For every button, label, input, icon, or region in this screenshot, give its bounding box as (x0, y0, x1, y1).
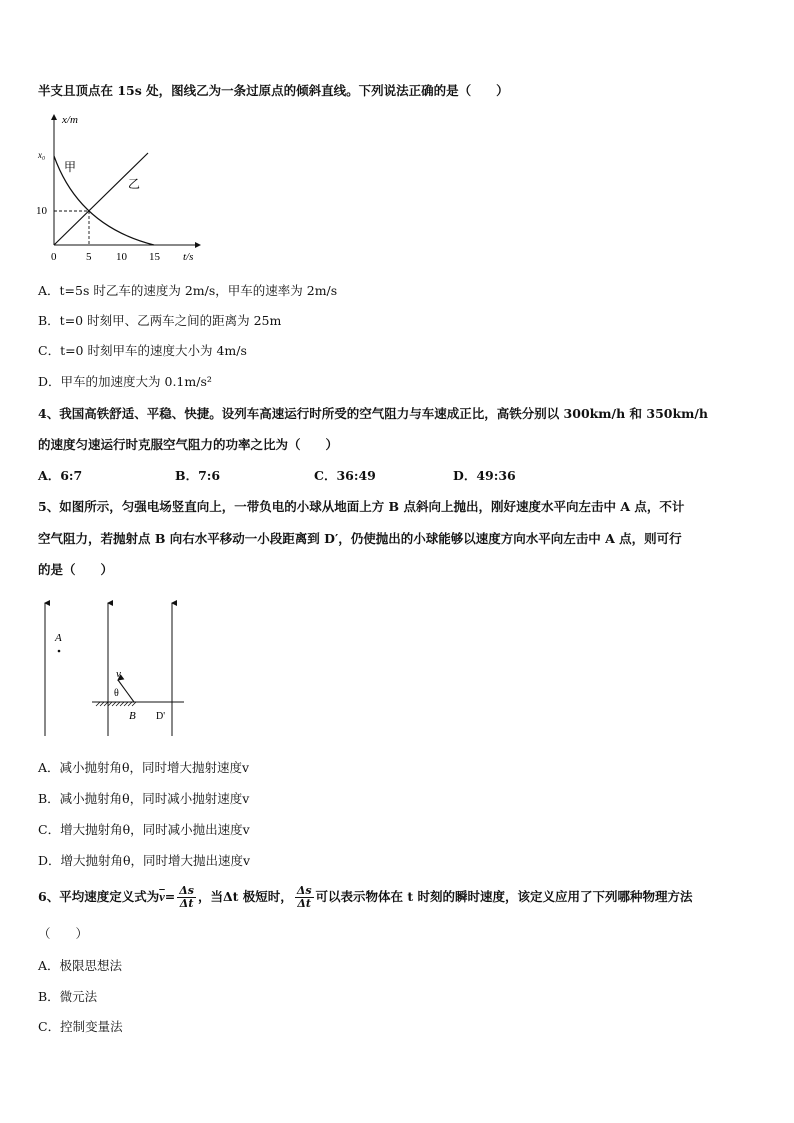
q6-option-c: C．控制变量法 (38, 1019, 123, 1034)
x0-label: x₀ (38, 150, 46, 160)
q5-field-figure (34, 598, 194, 740)
x-tick-5: 5 (86, 251, 92, 263)
fraction-ds-dt: $\frac{\Delta s}{\Delta t}$ (179, 884, 194, 910)
q5-option-d: D．增大抛射角θ，同时增大抛出速度v (38, 853, 251, 868)
q4-option-d: D．49:36 (453, 468, 516, 483)
velocity-arrow (118, 680, 134, 702)
q3-option-a: A．t=5s 时乙车的速度为 2m/s，甲车的速率为 2m/s (38, 283, 338, 298)
q5-stem-line1: 5、如图所示，匀强电场竖直向上，一带负电的小球从地面上方 B 点斜向上抛出，刚好速度水平向左击中 A 点，不计 (38, 499, 685, 514)
y-axis-label: x/m (62, 114, 78, 126)
y-tick-10: 10 (36, 205, 47, 217)
label-A: A (55, 632, 62, 644)
x-tick-10: 10 (116, 251, 127, 263)
q3-xt-graph (30, 110, 205, 270)
q6-option-a: A．极限思想法 (38, 958, 123, 973)
q3-option-d: D．甲车的加速度大为 0.1m/s² (38, 374, 212, 389)
ground-hatch (96, 702, 136, 706)
vbar: $\overline{v}$ (159, 890, 165, 904)
x-axis-label: t/s (183, 251, 194, 263)
q3-option-c: C．t=0 时刻甲车的速度大小为 4m/s (38, 343, 247, 358)
q3-option-b: B．t=0 时刻甲、乙两车之间的距离为 25m (38, 313, 282, 328)
q5-stem-line2: 空气阻力，若抛射点 B 向右水平移动一小段距离到 D′，仍使抛出的小球能够以速度方向水平向左击中 A 点，则可行 (38, 531, 682, 546)
q6-stem-line1 (38, 880, 693, 914)
q4-option-b: B．7:6 (175, 468, 221, 483)
label-yi: 乙 (128, 177, 141, 191)
q6-stem-line2: （ ） (38, 926, 89, 941)
label-jia: 甲 (64, 160, 77, 174)
label-theta: θ (114, 688, 119, 699)
q5-option-c: C．增大抛射角θ，同时减小抛出速度v (38, 822, 250, 837)
x-tick-15: 15 (149, 251, 160, 263)
label-v: v (116, 668, 121, 680)
fraction-ds-dt-2: $\frac{\Delta s}{\Delta t}$ (296, 884, 312, 910)
q5-option-a: A．减小抛射角θ，同时增大抛射速度v (38, 760, 250, 775)
q4-option-a: A．6:7 (38, 468, 83, 483)
label-B: B (129, 710, 136, 722)
q3-stem: 半支且顶点在 15s 处，图线乙为一条过原点的倾斜直线。下列说法正确的是（ ） (38, 83, 509, 98)
q5-option-b: B．减小抛射角θ，同时减小抛射速度v (38, 791, 250, 806)
x-tick-0: 0 (51, 251, 57, 263)
q6-stem-b: ，当Δt 极短时， (197, 889, 293, 904)
q5-stem-line3: 的是（ ） (38, 562, 114, 577)
q4-stem-line2: 的速度匀速运行时克服空气阻力的功率之比为（ ） (38, 437, 339, 452)
q6-stem-c: 可以表示物体在 t 时刻的瞬时速度，该定义应用了下列哪种物理方法 (315, 889, 693, 904)
q6-stem-a: 6、平均速度定义式为 (38, 889, 160, 904)
q6-option-b: B．微元法 (38, 989, 98, 1004)
q4-option-c: C．36:49 (314, 468, 376, 483)
label-D: D' (156, 711, 166, 722)
point-A (58, 650, 61, 653)
q4-stem-line1: 4、我国高铁舒适、平稳、快捷。设列车高速运行时所受的空气阻力与车速成正比，高铁分别以 300km/h 和 350km/h (38, 406, 709, 421)
equals: = (164, 889, 176, 904)
